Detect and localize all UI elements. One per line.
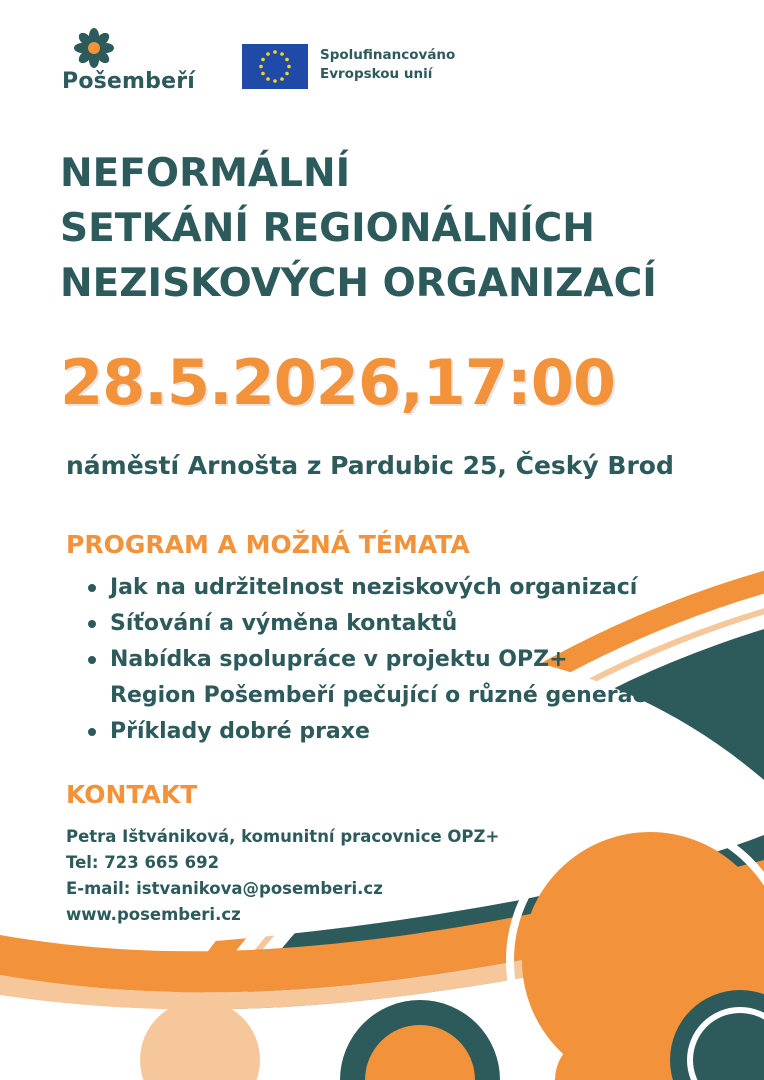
contact-phone: Tel: 723 665 692: [66, 853, 220, 872]
contact-person: Petra Ištvániková, komunitní pracovnice OPZ+: [66, 827, 500, 846]
event-datetime: 28.5.2026,17:00: [60, 346, 615, 419]
contact-heading: KONTAKT: [66, 780, 198, 809]
bullet-icon: [88, 728, 96, 736]
contact-web: www.posemberi.cz: [66, 905, 241, 924]
list-item: Jak na udržitelnost neziskových organizací: [88, 570, 683, 606]
program-heading: PROGRAM A MOŽNÁ TÉMATA: [66, 530, 470, 559]
eu-cofinancing-text: [320, 46, 455, 84]
title-line2: SETKÁNÍ REGIONÁLNÍCH: [60, 206, 595, 251]
flower-icon: [74, 28, 114, 68]
list-item: Příklady dobré praxe: [88, 714, 683, 750]
title-line1: NEFORMÁLNÍ: [60, 151, 351, 196]
contact-details: [66, 824, 499, 928]
bullet-icon: [88, 620, 96, 628]
eu-flag-icon: [242, 44, 308, 89]
contact-email: E-mail: istvanikova@posemberi.cz: [66, 879, 383, 898]
event-title: [60, 146, 657, 311]
program-list: [88, 570, 683, 750]
posemberi-logo: [62, 28, 212, 100]
bullet-icon: [88, 584, 96, 592]
list-item: Síťování a výměna kontaktů: [88, 606, 683, 642]
title-line3: NEZISKOVÝCH ORGANIZACÍ: [60, 261, 657, 306]
bullet-icon: [88, 656, 96, 664]
eu-text-line2: Evropskou unií: [320, 66, 433, 82]
list-item: Nabídka spolupráce v projektu OPZ+ Region Pošembeří pečující o různé generace 2: [88, 642, 683, 714]
event-address: náměstí Arnošta z Pardubic 25, Český Brod: [66, 451, 674, 480]
eu-text-line1: Spolufinancováno: [320, 47, 456, 63]
logo-text: Pošembeří: [62, 69, 196, 94]
